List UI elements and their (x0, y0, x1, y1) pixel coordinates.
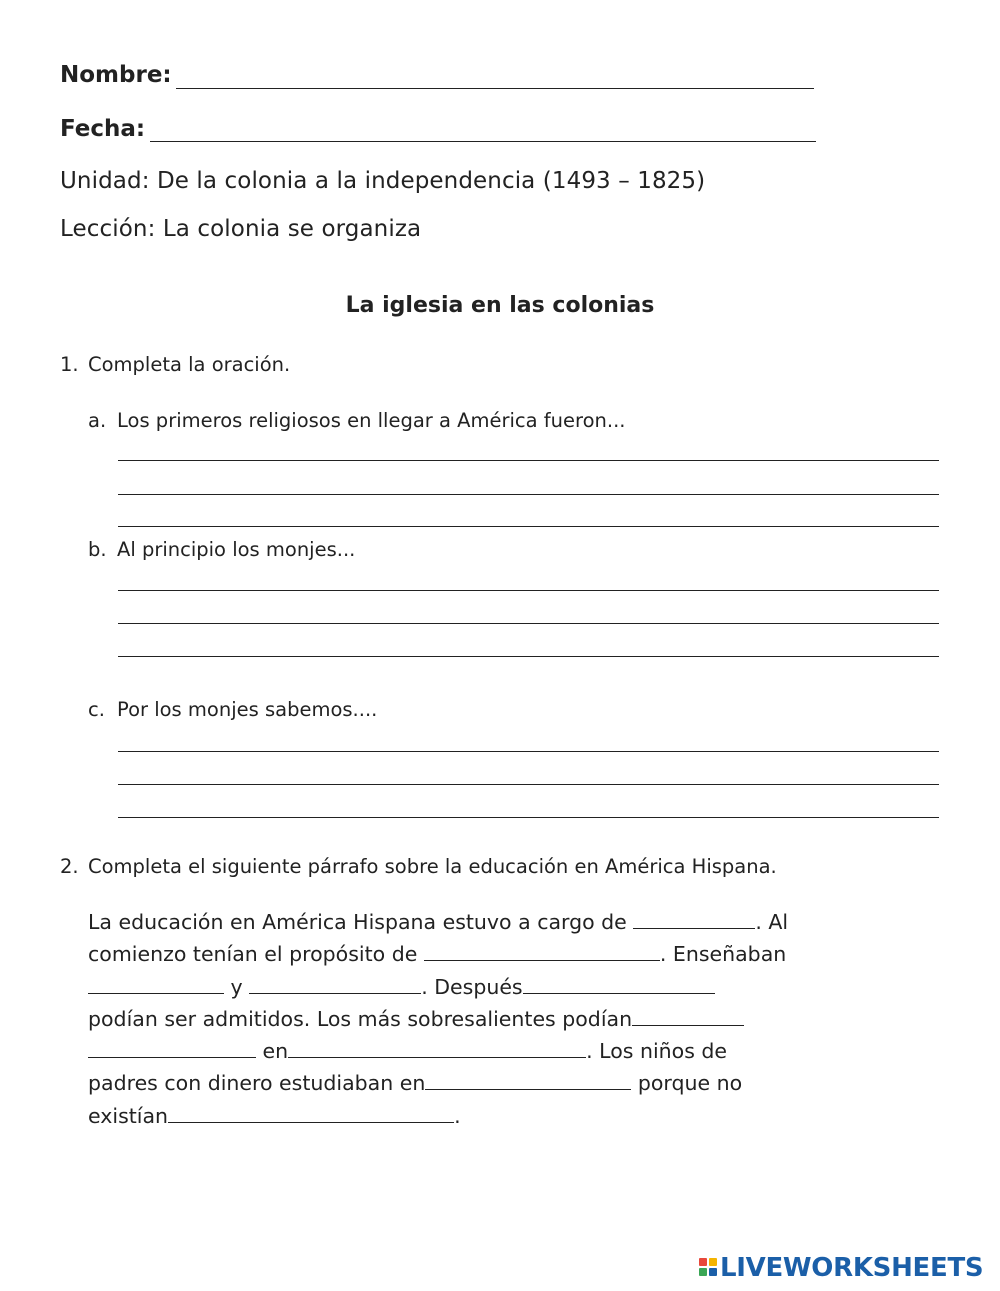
answer-line-c2[interactable] (118, 784, 939, 785)
blank-field[interactable] (633, 910, 755, 929)
answer-line-b2[interactable] (118, 623, 939, 624)
question-1-number: 1. (60, 353, 79, 376)
paragraph-text: . Enseñaban (659, 942, 787, 966)
question-2-number: 2. (60, 855, 79, 878)
paragraph-line-1 (88, 910, 788, 934)
paragraph-line-2 (88, 942, 786, 966)
paragraph-line-6 (88, 1071, 742, 1095)
answer-line-c3[interactable] (118, 817, 939, 818)
item-b-letter: b. (88, 538, 107, 561)
item-a-letter: a. (88, 409, 107, 432)
blank-field[interactable] (168, 1104, 454, 1123)
item-b-text: Al principio los monjes... (117, 538, 356, 561)
paragraph-line-5 (88, 1039, 727, 1063)
paragraph-text: padres con dinero estudiaban en (88, 1071, 426, 1095)
paragraph-text: y (230, 975, 243, 999)
paragraph-text: porque no (637, 1071, 743, 1095)
answer-line-b3[interactable] (118, 656, 939, 657)
answer-line-c1[interactable] (118, 751, 939, 752)
blank-field[interactable] (288, 1039, 586, 1058)
lesson-line: Lección: La colonia se organiza (60, 216, 422, 242)
item-c-letter: c. (88, 698, 105, 721)
paragraph-text: . Los niños de (586, 1039, 728, 1063)
logo-square (709, 1258, 717, 1266)
answer-line-a3[interactable] (118, 526, 939, 527)
logo-square (699, 1258, 707, 1266)
item-a-text: Los primeros religiosos en llegar a América fueron... (117, 409, 626, 432)
blank-field[interactable] (425, 1071, 631, 1090)
question-1-text: Completa la oración. (88, 353, 291, 376)
paragraph-line-4 (88, 1007, 744, 1031)
paragraph-text: . (454, 1104, 461, 1128)
answer-line-a2[interactable] (118, 494, 939, 495)
paragraph-text: existían (88, 1104, 169, 1128)
paragraph-text: . Después (421, 975, 523, 999)
paragraph-text: podían ser admitidos. Los más sobresalientes podían (88, 1007, 633, 1031)
paragraph-text: comienzo tenían el propósito de (88, 942, 418, 966)
blank-field[interactable] (249, 975, 421, 994)
blank-field[interactable] (523, 975, 715, 994)
answer-line-b1[interactable] (118, 590, 939, 591)
paragraph-line-3 (88, 975, 715, 999)
blank-field[interactable] (424, 942, 660, 961)
name-field[interactable] (176, 88, 814, 89)
paragraph-text: . Al (755, 910, 789, 934)
paragraph-text: en (262, 1039, 289, 1063)
question-2-text: Completa el siguiente párrafo sobre la educación en América Hispana. (88, 855, 777, 878)
name-label: Nombre: (60, 62, 172, 88)
item-c-text: Por los monjes sabemos.... (117, 698, 378, 721)
logo-square (699, 1268, 707, 1276)
blank-field[interactable] (632, 1007, 744, 1026)
answer-line-a1[interactable] (118, 460, 939, 461)
blank-field[interactable] (88, 1039, 256, 1058)
paragraph-line-7 (88, 1104, 461, 1128)
date-label: Fecha: (60, 116, 146, 142)
liveworksheets-logo-text[interactable]: LIVEWORKSHEETS (720, 1253, 984, 1283)
date-field[interactable] (150, 141, 816, 142)
paragraph-text: La educación en América Hispana estuvo a cargo de (88, 910, 627, 934)
unit-line: Unidad: De la colonia a la independencia (1493 – 1825) (60, 168, 706, 194)
blank-field[interactable] (88, 975, 224, 994)
worksheet-title: La iglesia en las colonias (345, 293, 655, 318)
logo-square (709, 1268, 717, 1276)
liveworksheets-logo-icon (699, 1258, 717, 1276)
